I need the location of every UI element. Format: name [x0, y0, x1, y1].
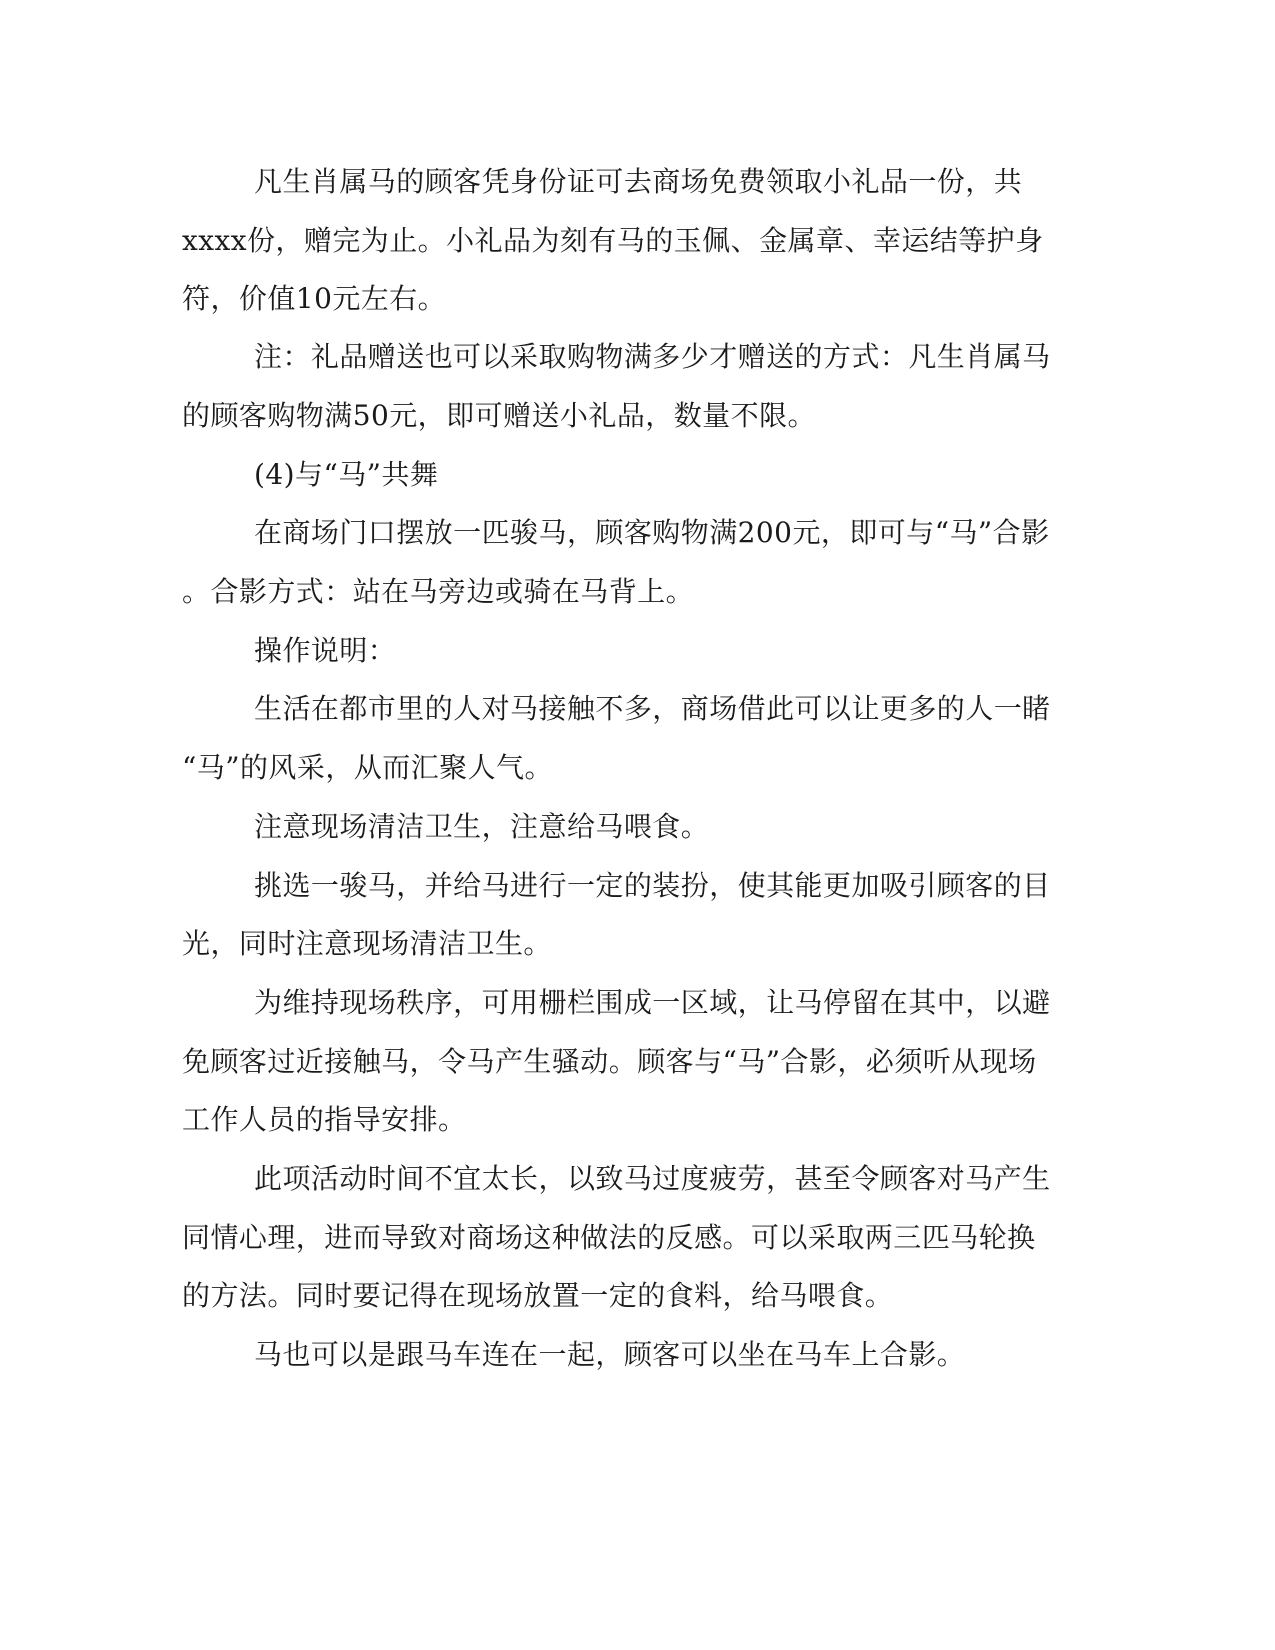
- text-line: 生活在都市里的人对马接触不多，商场借此可以让更多的人一睹: [254, 692, 1051, 725]
- text-line: 。合影方式：站在马旁边或骑在马背上。: [182, 575, 695, 608]
- text-line: 同情心理，进而导致对商场这种做法的反感。可以采取两三匹马轮换: [182, 1221, 1036, 1254]
- text-line: 工作人员的指导安排。: [182, 1103, 467, 1136]
- text-line: xxxx份，赠完为止。小礼品为刻有马的玉佩、金属章、幸运结等护身: [182, 224, 1044, 257]
- text-line: 在商场门口摆放一匹骏马，顾客购物满200元，即可与“马”合影: [254, 516, 1050, 549]
- text-line: 免顾客过近接触马，令马产生骚动。顾客与“马”合影，必须听从现场: [182, 1045, 1037, 1078]
- text-line: 马也可以是跟马车连在一起，顾客可以坐在马车上合影。: [254, 1338, 966, 1371]
- text-line: 注意现场清洁卫生，注意给马喂食。: [254, 810, 710, 843]
- text-line: 光，同时注意现场清洁卫生。: [182, 927, 552, 960]
- text-line: 操作说明：: [254, 634, 397, 667]
- text-line: 为维持现场秩序，可用栅栏围成一区域，让马停留在其中，以避: [254, 986, 1051, 1019]
- text-line: 注：礼品赠送也可以采取购物满多少才赠送的方式：凡生肖属马: [254, 340, 1051, 373]
- text-line: 凡生肖属马的顾客凭身份证可去商场免费领取小礼品一份，共: [254, 165, 1023, 198]
- text-line: “马”的风采，从而汇聚人气。: [182, 751, 553, 784]
- text-line: 此项活动时间不宜太长，以致马过度疲劳，甚至令顾客对马产生: [254, 1162, 1051, 1195]
- text-line: (4)与“马”共舞: [254, 458, 439, 491]
- text-line: 挑选一骏马，并给马进行一定的装扮，使其能更加吸引顾客的目: [254, 869, 1051, 902]
- text-line: 的方法。同时要记得在现场放置一定的食料，给马喂食。: [182, 1279, 894, 1312]
- text-line: 的顾客购物满50元，即可赠送小礼品，数量不限。: [182, 399, 816, 432]
- text-line: 符，价值10元左右。: [182, 282, 447, 315]
